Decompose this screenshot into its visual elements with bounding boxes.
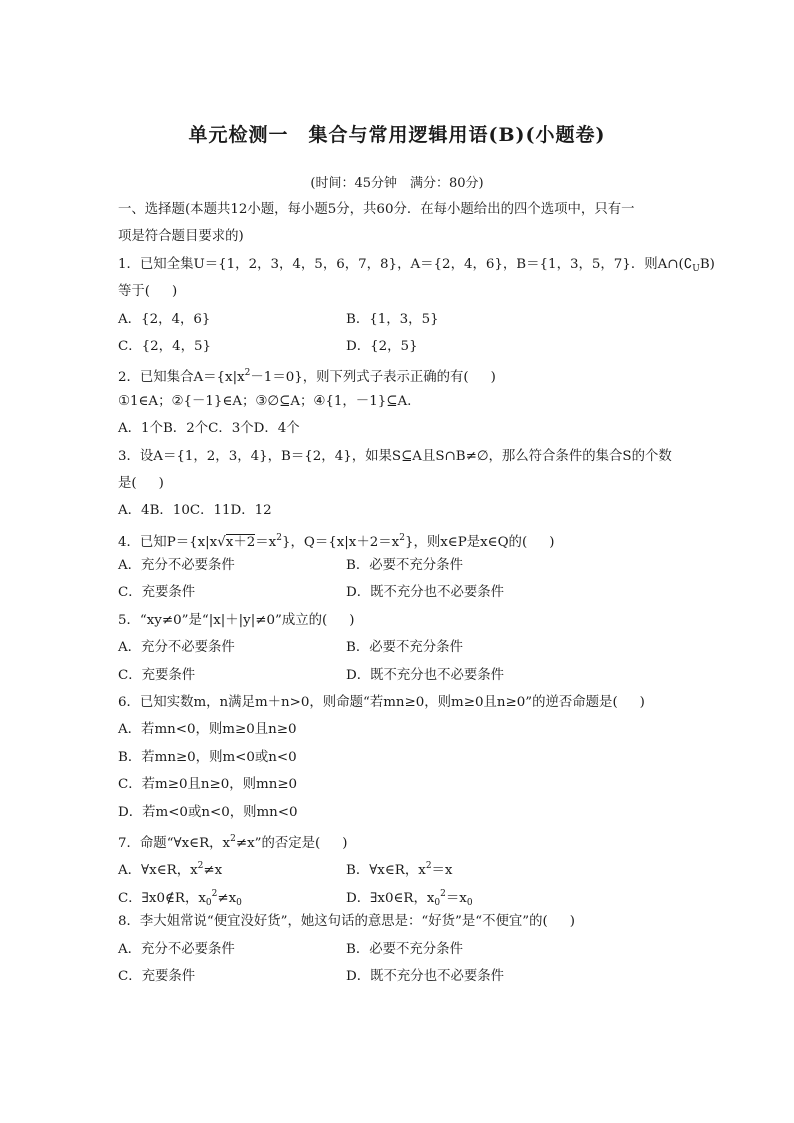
option-b: B．必要不充分条件 [346,640,463,656]
question-2-items: ①1∈A；②{－1}∈A；③∅⊆A；④{1，－1}⊆A. [118,393,412,409]
option-d: D．既不充分也不必要条件 [346,667,505,683]
question-2-options: A．1个B．2个C．3个D．4个 [118,421,300,437]
option-d: D．∃x0∈R，$x_0^2=x_0$ [346,888,473,908]
question-3-stem-cont: 是( ) [118,475,164,491]
question-1-stem-cont: 等于( ) [118,284,178,300]
question-4-options-row-2 [118,579,683,606]
option-a: A．充分不必要条件 [118,941,235,957]
exam-meta: (时间：45分钟 满分：80分) [310,176,484,191]
option-a: A．∀x∈R，$x^2\ne x$ [118,861,223,879]
option-c: C．{2，4，5} [118,338,212,354]
option-d: D．既不充分也不必要条件 [346,585,505,601]
section-intro-line-1: 一、选择题(本题共12小题，每小题5分，共60分．在每小题给出的四个选项中，只有一 [118,202,635,217]
option-c: C．充要条件 [118,667,196,683]
option-a: A．充分不必要条件 [118,640,235,656]
question-5-options-row-1 [118,634,683,661]
question-8-options-row-1 [118,936,683,963]
option-b: B．必要不充分条件 [346,941,463,957]
option-a: A．{2，4，6} [118,311,211,327]
question-body [118,196,715,990]
option-b: B．若mn≥0，则m<0或n<0 [118,749,297,765]
option-d: D．{2，5} [346,338,418,354]
option-a: A．若mn<0，则m≥0且n≥0 [118,722,297,738]
question-1-stem: 1．已知全集U＝{1，2，3，4，5，6，7，8}，A＝{2，4，6}，B＝{1，3，5，7}．则$A\cap(∁_UB)$ [118,256,715,274]
option-a: A．充分不必要条件 [118,558,235,574]
option-c: C．∃x0∉R，$x_0^2\ne x_0$ [118,888,242,908]
option-c: C．充要条件 [118,968,196,984]
question-2-stem: 2．已知集合$A=\{x|x^2-1=0\}$，则下列式子表示正确的有( ) [118,368,496,386]
question-5-stem: 5．“xy≠0”是“|x|＋|y|≠0”成立的( ) [118,612,355,628]
section-intro-line-2: 项是符合题目要求的) [118,229,244,245]
option-b: B．必要不充分条件 [346,558,463,574]
question-8-options-row-2 [118,963,683,990]
question-1-options-row-1 [118,306,683,333]
option-c: C．充要条件 [118,585,196,601]
question-4-options-row-1 [118,552,683,579]
question-4-stem: 4．已知$P=\{x|x√x+2=x^2\}$，$Q=\{x|x+2=x^2\}$，则x∈P是x∈Q的( ) [118,532,555,550]
question-7-options-row-1 [118,853,683,880]
page-title: 单元检测一 集合与常用逻辑用语(B)(小题卷) [188,124,606,146]
question-1-options-row-2 [118,333,683,360]
question-5-options-row-2 [118,662,683,689]
question-6-stem: 6．已知实数m，n满足m＋n>0，则命题“若mn≥0，则m≥0且n≥0”的逆否命题是( ) [118,695,645,711]
option-c: C．若m≥0且n≥0，则mn≥0 [118,777,298,793]
question-7-stem: 7．命题“∀x∈R，$x^2\ne x$”的否定是( ) [118,833,348,851]
option-b: B．{1，3，5} [346,311,439,327]
question-3-options: A．4B．10C．11D．12 [118,503,272,519]
question-3-stem: 3．设A＝{1，2，3，4}，B＝{2，4}，如果S⊆A且S∩B≠∅，那么符合条件的集合S的个数 [118,448,672,464]
option-d: D．若m<0或n<0，则mn<0 [118,804,298,820]
option-b: B．∀x∈R，$x^2=x$ [346,861,453,879]
option-d: D．既不充分也不必要条件 [346,968,505,984]
question-7-options-row-2 [118,881,683,908]
question-8-stem: 8．李大姐常说“便宜没好货”，她这句话的意思是：“好货”是“不便宜”的( ) [118,914,575,930]
